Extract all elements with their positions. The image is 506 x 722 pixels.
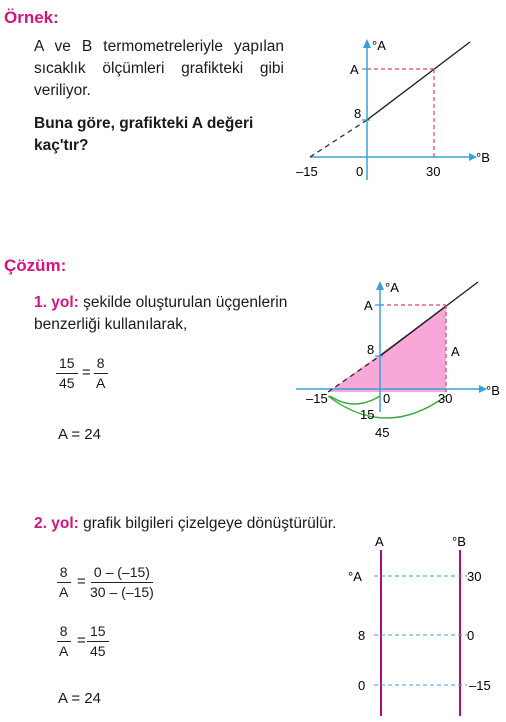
method1-equals: = bbox=[82, 364, 91, 381]
method2-eq1-left bbox=[56, 564, 71, 601]
method1-paragraph bbox=[34, 292, 296, 336]
fraction-denominator: 45 bbox=[59, 375, 75, 391]
y-axis-arrow-icon bbox=[363, 39, 371, 48]
x-axis-label: °B bbox=[476, 150, 490, 165]
method1-result: A = 24 bbox=[58, 426, 101, 443]
example-question: Buna göre, grafikteki A değeri kaç'tır? bbox=[34, 115, 254, 154]
scale-right-bottom: –15 bbox=[469, 678, 491, 693]
scale-col-B: °B bbox=[452, 536, 466, 549]
dashed-extension bbox=[310, 120, 367, 157]
y-axis-label: °A bbox=[385, 280, 399, 295]
method2-text: grafik bilgileri çizelgeye dönüştürülür. bbox=[78, 515, 337, 532]
graph-line bbox=[367, 42, 470, 120]
label-45: 45 bbox=[375, 425, 390, 440]
fraction-numerator: 0 – (–15) bbox=[91, 564, 153, 583]
method2-paragraph bbox=[34, 513, 336, 535]
label-8: 8 bbox=[367, 342, 375, 357]
graph-2 bbox=[290, 272, 506, 444]
fraction-numerator: 15 bbox=[87, 623, 109, 642]
method1-text: şekilde oluşturulan üçgenlerin benzerliği kullanılarak, bbox=[34, 294, 288, 333]
graph-1 bbox=[290, 30, 506, 190]
fraction-denominator: 45 bbox=[90, 643, 106, 659]
method2-eq2-left bbox=[56, 623, 71, 660]
method2-result: A = 24 bbox=[58, 690, 101, 707]
method1-fraction-left bbox=[56, 355, 78, 392]
label-30: 30 bbox=[438, 391, 453, 406]
scale-right-top: 30 bbox=[467, 569, 482, 584]
method2-label: 2. yol: bbox=[34, 515, 79, 532]
label-30: 30 bbox=[426, 164, 441, 179]
example-text: A ve B termometreleriyle yapılan sıcaklık ölçümleri grafikteki gibi veriliyor. bbox=[34, 38, 284, 99]
method2-eq2-equals: = bbox=[77, 632, 86, 649]
label-0: 0 bbox=[383, 391, 391, 406]
method2-eq1-right bbox=[87, 564, 157, 601]
label-A-side: A bbox=[451, 344, 460, 359]
fraction-numerator: 8 bbox=[94, 355, 108, 374]
method2-eq2-right bbox=[87, 623, 109, 660]
label-0: 0 bbox=[356, 164, 364, 179]
fraction-denominator: A bbox=[59, 643, 69, 659]
scale-left-bottom: 0 bbox=[358, 678, 366, 693]
method2-eq1-equals: = bbox=[77, 573, 86, 590]
example-heading: Örnek: bbox=[4, 8, 59, 27]
fraction-numerator: 15 bbox=[56, 355, 78, 374]
x-axis-label: °B bbox=[486, 383, 500, 398]
fraction-denominator: A bbox=[96, 375, 106, 391]
method1-fraction-right bbox=[93, 355, 108, 392]
y-axis-label: °A bbox=[372, 38, 386, 53]
fraction-numerator: 8 bbox=[57, 564, 71, 583]
label-A-top: A bbox=[364, 298, 373, 313]
fraction-denominator: 30 – (–15) bbox=[90, 584, 154, 600]
scale-left-mid: 8 bbox=[358, 628, 366, 643]
label-15: 15 bbox=[360, 407, 375, 422]
scale-left-top: °A bbox=[348, 569, 362, 584]
label-A: A bbox=[350, 62, 359, 77]
label-neg15: –15 bbox=[306, 391, 328, 406]
scale-chart bbox=[330, 536, 506, 720]
scale-right-mid: 0 bbox=[467, 628, 475, 643]
solution-heading: Çözüm: bbox=[4, 256, 67, 275]
fraction-denominator: A bbox=[59, 584, 69, 600]
label-neg15: –15 bbox=[296, 164, 318, 179]
scale-col-A: A bbox=[375, 536, 384, 549]
method1-label: 1. yol: bbox=[34, 294, 79, 311]
label-8: 8 bbox=[354, 106, 362, 121]
y-axis-arrow-icon bbox=[376, 281, 384, 290]
fraction-numerator: 8 bbox=[57, 623, 71, 642]
